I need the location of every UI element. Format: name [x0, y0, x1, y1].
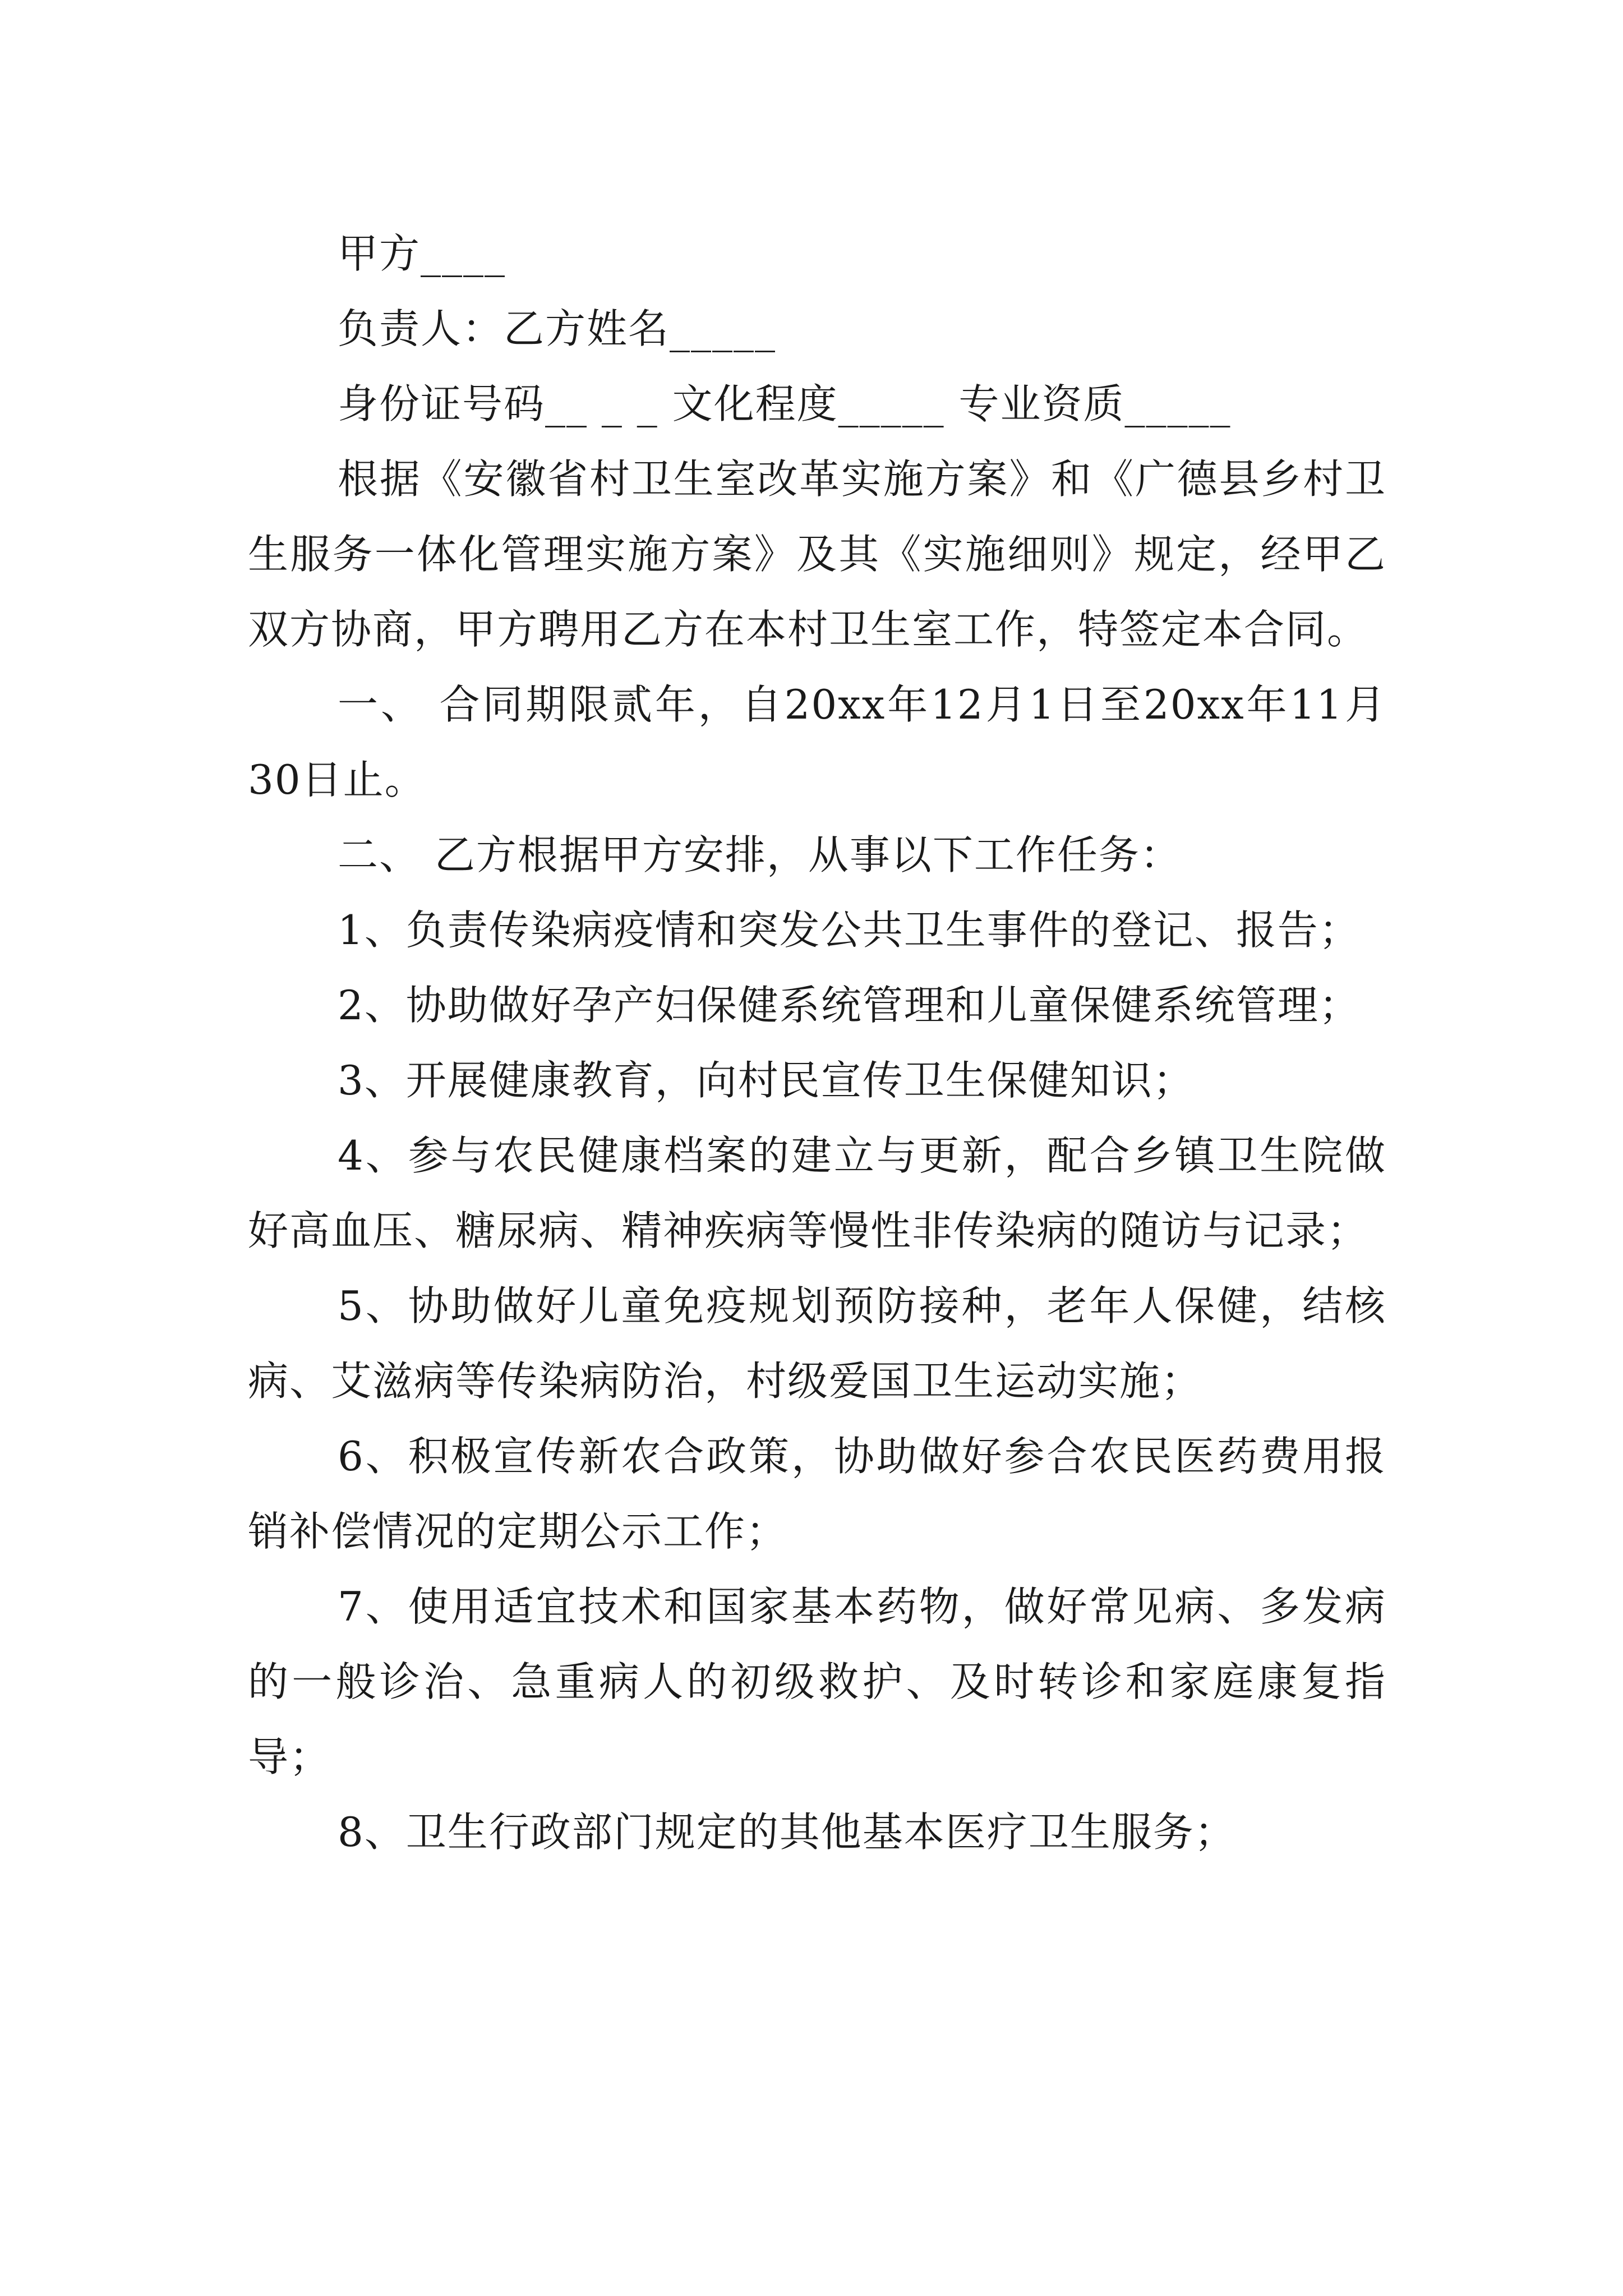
duty-item-4: 4、参与农民健康档案的建立与更新，配合乡镇卫生院做好高血压、糖尿病、精神疾病等慢性非传染病的随访与记录；	[248, 1132, 1386, 1254]
contract-body	[248, 216, 1386, 1870]
duty-item-7: 7、使用适宜技术和国家基本药物，做好常见病、多发病的一般诊治、急重病人的初级救护、及时转诊和家庭康复指导；	[248, 1583, 1386, 1780]
preamble-paragraph: 根据《安徽省村卫生室改革实施方案》和《广德县乡村卫生服务一体化管理实施方案》及其《实施细则》规定，经甲乙双方协商，甲方聘用乙方在本村卫生室工作，特签定本合同。	[248, 455, 1386, 653]
duty-item-2: 2、协助做好孕产妇保健系统管理和儿童保健系统管理；	[338, 982, 1361, 1029]
clause-term: 一、 合同期限贰年，自20xx年12月1日至20xx年11月30日止。	[248, 681, 1386, 803]
duty-item-1: 1、负责传染病疫情和突发公共卫生事件的登记、报告；	[338, 907, 1361, 954]
clause-duties-heading: 二、 乙方根据甲方安排，从事以下工作任务：	[338, 831, 1182, 878]
party-a-line: 甲方____	[338, 230, 506, 277]
duty-item-3: 3、开展健康教育，向村民宣传卫生保健知识；	[338, 1057, 1195, 1104]
id-education-qualification-line: 身份证号码__ _ _ 文化程度_____ 专业资质_____	[338, 380, 1232, 427]
duty-item-6: 6、积极宣传新农合政策，协助做好参合农民医药费用报销补偿情况的定期公示工作；	[248, 1433, 1386, 1555]
duty-item-8: 8、卫生行政部门规定的其他基本医疗卫生服务；	[338, 1809, 1236, 1856]
duty-item-5: 5、协助做好儿童免疫规划预防接种，老年人保健，结核病、艾滋病等传染病防治，村级爱国卫生运动实施；	[248, 1282, 1386, 1405]
responsible-person-line: 负责人：乙方姓名_____	[338, 305, 777, 352]
